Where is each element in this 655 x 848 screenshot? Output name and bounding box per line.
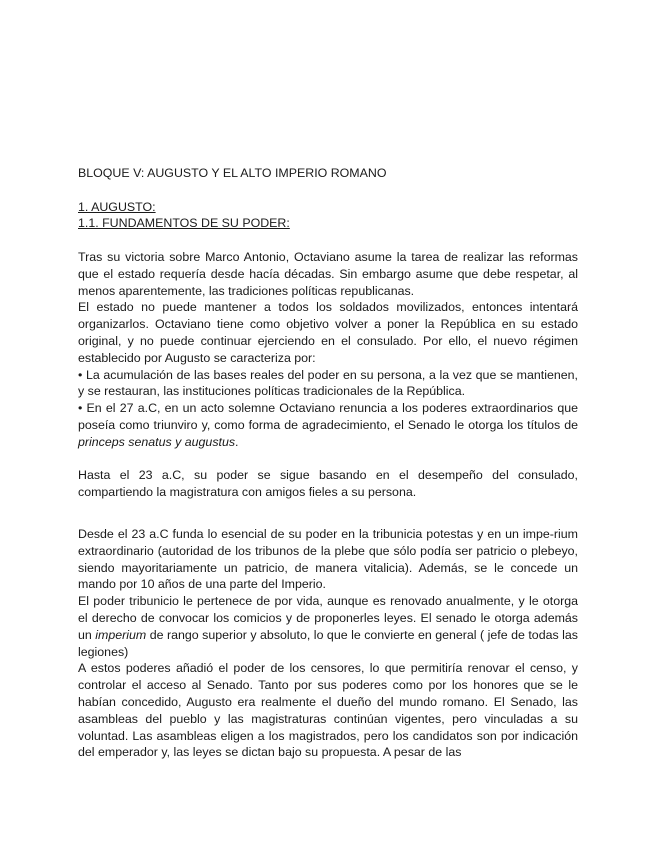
paragraph-5 — [78, 593, 578, 660]
bullet-2-emphasis: princeps senatus y augustus — [78, 434, 236, 449]
paragraph-3: Hasta el 23 a.C, su poder se sigue basando en el desempeño del consulado, compartiendo la magistratura con amigos fieles a su persona. — [78, 468, 578, 500]
subsection-heading: 1.1. FUNDAMENTOS DE SU PODER: — [78, 216, 290, 231]
paragraph-2: El estado no puede mantener a todos los soldados movilizados, entonces intentará organizarlos. Octaviano tiene como objetivo volver a poner la República en su estado original, y no puede continuar ejerciendo en el consulado. Por ello, el nuevo régimen establecido por Augusto se caracteriza por: — [78, 300, 578, 365]
document-body — [78, 165, 578, 761]
section-heading: 1. AUGUSTO: — [78, 199, 156, 214]
bullet-item-2 — [78, 400, 578, 450]
bullet-item-1: • La acumulación de las bases reales del poder en su persona, a la vez que se mantienen, y se restauran, las instituciones políticas tradicionales de la República. — [78, 367, 578, 399]
document-title: BLOQUE V: AUGUSTO Y EL ALTO IMPERIO ROMANO — [78, 166, 387, 180]
paragraph-6: A estos poderes añadió el poder de los censores, lo que permitiría renovar el censo, y controlar el acceso al Senado. Tanto por sus poderes como por los honores que se le habían concedido, Augusto era realmente el dueño del mundo romano. El Senado, las asambleas del pueblo y las magistraturas continúan vigentes, pero vinculadas a su voluntad. Las asambleas eligen a los magistrados, pero los candidatos son por indicación del emperador y, las leyes se dictan bajo su propuesta. A pesar de las — [78, 661, 578, 760]
paragraph-5-end: de rango superior y absoluto, lo que le convierte en general ( jefe de todas las legiones) — [78, 627, 578, 659]
bullet-2-end: . — [235, 434, 239, 449]
bullet-2-text: • En el 27 a.C, en un acto solemne Octaviano renuncia a los poderes extraordinarios que poseía como triunviro y, como forma de agradecimiento, el Senado le otorga los títulos de — [78, 401, 578, 432]
paragraph-5-text: El poder tribunicio le pertenece de por vida, aunque es renovado anualmente, y le otorga el derecho de convocar los comicios y de proponerles leyes. El senado le otorga además un — [78, 594, 578, 642]
paragraph-1: Tras su victoria sobre Marco Antonio, Octaviano asume la tarea de realizar las reformas que el estado requería desde hacía décadas. Sin embargo asume que debe respetar, al menos aparentemente, las tradiciones políticas republicanas. — [78, 249, 578, 298]
paragraph-5-emphasis: imperium — [95, 627, 147, 642]
paragraph-4: Desde el 23 a.C funda lo esencial de su poder en la tribunicia potestas y en un impe-rium extraordinario (autoridad de los tribunos de la plebe que sólo podía ser patricio o plebeyo, siendo mayoritariamente un patricio, de manera vitalicia). Además, se le concede un mando por 10 años de una parte del Imperio. — [78, 526, 578, 592]
